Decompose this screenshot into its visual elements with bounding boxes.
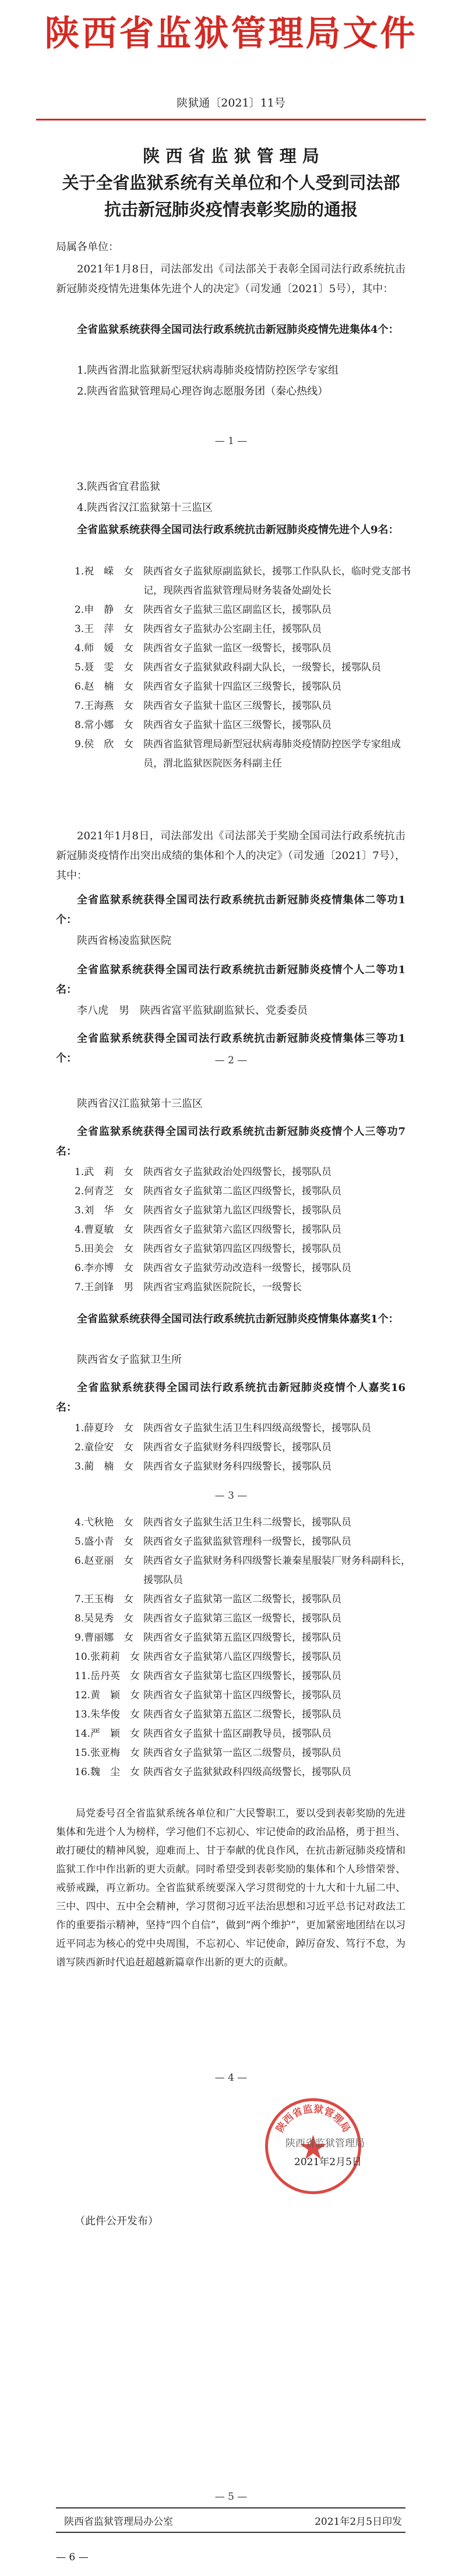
- person-name: 5.聂 雯 女: [75, 662, 134, 673]
- person-name: 9.侯 欣 女: [75, 739, 134, 750]
- commendation-list-part1: [56, 1419, 417, 1477]
- person-desc: 陕西省女子监狱财务科四级警长，援鄂队员: [143, 1442, 331, 1453]
- section-advanced-collectives-heading: 全省监狱系统获得全国司法行政系统抗击新冠肺炎疫情先进集体4个：: [77, 324, 399, 336]
- person-desc: 陕西省女子监狱办公室副主任，援鄂队员: [143, 623, 322, 635]
- person-desc: 陕西省女子监狱第九监区四级警长，援鄂队员: [143, 1205, 341, 1216]
- person-name: 3.刘 华 女: [75, 1205, 134, 1216]
- page-number: — 1 —: [214, 435, 248, 447]
- person-name: 14.严 颖 女: [75, 1728, 140, 1740]
- person-name: 11.岳丹英 女: [75, 1670, 140, 1682]
- person-desc: 陕西省女子监狱原副监狱长，援鄂工作队队长，临时党支部书记，现陕西省监狱管理局财务装备处副处长: [143, 566, 411, 597]
- title-line-3: 抗击新冠肺炎疫情表彰奖励的通报: [104, 200, 358, 219]
- page-number: — 2 —: [214, 1055, 248, 1066]
- person-name: 7.王玉梅 女: [75, 1594, 134, 1605]
- section-individual-commendation-heading: 全省监狱系统获得全国司法行政系统抗击新冠肺炎疫情个人嘉奖16名：: [56, 1382, 405, 1414]
- list-item: 陕西省汉江监狱第十三监区: [77, 1098, 203, 1110]
- person-name: 6.赵 楠 女: [75, 681, 134, 693]
- person-desc: 陕西省女子监狱第五监区四级警长，援鄂队员: [143, 1632, 341, 1644]
- footer-print-date: 2021年2月5日印发: [315, 2516, 402, 2528]
- person-desc: 陕西省女子监狱第六监区四级警长，援鄂队员: [143, 1224, 341, 1236]
- person-desc: 陕西省女子监狱三监区副监区长，援鄂队员: [143, 604, 331, 616]
- person-desc: 陕西省监狱管理局新型冠状病毒肺炎疫情防控医学专家组成员，渭北监狱医院医务科副主任: [143, 739, 401, 769]
- list-item: 2.陕西省监狱管理局心理咨询志愿服务团（秦心热线）: [77, 385, 329, 398]
- section-collective-second-merit-heading: 全省监狱系统获得全国司法行政系统抗击新冠肺炎疫情集体二等功1个：: [56, 894, 405, 926]
- person-desc: 陕西省女子监狱十监区三级警长，援鄂队员: [143, 700, 331, 712]
- person-name: 13.朱华俊 女: [75, 1709, 140, 1720]
- list-item: 3.陕西省宜君监狱: [77, 481, 161, 493]
- individuals-list: [56, 562, 417, 773]
- section-collective-third-merit-heading: 全省监狱系统获得全国司法行政系统抗击新冠肺炎疫情集体三等功1个：: [56, 1032, 405, 1065]
- person-desc: 陕西省女子监狱监狱管理科一级警长，援鄂队员: [143, 1536, 351, 1548]
- person-desc: 陕西省女子监狱劳动改造科一级警长，援鄂队员: [143, 1262, 351, 1274]
- person-name: 3.王 萍 女: [75, 623, 134, 635]
- public-release-note: （此件公开发布）: [75, 2215, 158, 2227]
- list-item: 陕西省女子监狱卫生所: [77, 1354, 182, 1366]
- person-desc: 陕西省女子监狱第五监区二级警长，援鄂队员: [143, 1709, 341, 1720]
- closing-paragraph: 局党委号召全省监狱系统各单位和广大民警职工，要以受到表彰奖励的先进集体和先进个人为榜样，学习他们不忘初心、牢记使命的政治品格，勇于担当、敢打硬仗的精神风貌，迎难而上、甘于奉献的优良作风，在抗击新冠肺炎疫情和监狱工作中作出新的更大贡献。同时希望受到表彰奖励的集体和个人珍惜荣誉、戒骄戒躁，再立新功。全省监狱系统要深入学习贯彻党的十九大和十九届二中、三中、四中、五中全会精神，学习贯彻习近平法治思想和习近平总书记对政法工作的重要指示精神，坚持“四个自信”，做到“两个维护”，更加紧密地团结在以习近平同志为核心的党中央周围，不忘初心、牢记使命，踔厉奋发、笃行不怠，为谱写陕西新时代追赶超越新篇章作出新的更大的贡献。: [56, 1808, 405, 1968]
- person-desc: 陕西省女子监狱十监区三级警长，援鄂队员: [143, 719, 331, 731]
- page-number: — 4 —: [214, 2072, 248, 2084]
- person-name: 2.童俭安 女: [75, 1442, 134, 1453]
- person-name: 4.曹夏敏 女: [75, 1224, 134, 1236]
- section-collective-commendation-heading: 全省监狱系统获得全国司法行政系统抗击新冠肺炎疫情集体嘉奖1个：: [77, 1313, 399, 1325]
- person-name: 7.王海燕 女: [75, 700, 134, 712]
- person-name: 6.赵亚丽 女: [75, 1555, 134, 1567]
- signature-org: 陕西省监狱管理局: [285, 2138, 365, 2149]
- person-desc: 陕西省女子监狱十四监区三级警长，援鄂队员: [143, 681, 341, 693]
- list-item: 4.陕西省汉江监狱第十三监区: [77, 502, 213, 514]
- person-desc: 陕西省女子监狱第一监区二级警员，援鄂队员: [143, 1747, 341, 1759]
- person-name: 7.王剑锋 男: [75, 1282, 134, 1293]
- page-number: — 6 —: [56, 2552, 89, 2563]
- person-name: 8.吴晃秀 女: [75, 1613, 134, 1624]
- person-name: 15.张亚梅 女: [75, 1747, 140, 1759]
- person-name: 4.师 媛 女: [75, 643, 134, 654]
- title-line-2: 关于全省监狱系统有关单位和个人受到司法部: [62, 173, 400, 193]
- person-desc: 陕西省女子监狱狱政科四级高级警长，援鄂队员: [143, 1766, 351, 1778]
- intro-paragraph-2: 2021年1月8日，司法部发出《司法部关于奖励全国司法行政系统抗击新冠肺炎疫情作出突出成绩的集体和个人的决定》（司发通〔2021〕7号），其中：: [56, 830, 405, 882]
- person-desc: 陕西省女子监狱第一监区二级警长，援鄂队员: [143, 1594, 341, 1605]
- person-desc: 陕西省宝鸡监狱医院院长，一级警长: [143, 1282, 302, 1293]
- person-desc: 陕西省女子监狱狱政科副大队长，一级警长，援鄂队员: [143, 662, 381, 673]
- intro-paragraph-1: 2021年1月8日，司法部发出《司法部关于表彰全国司法行政系统抗击新冠肺炎疫情先进集体先进个人的决定》（司发通〔2021〕5号），其中：: [56, 263, 405, 295]
- person-desc: 陕西省女子监狱第三监区一级警长，援鄂队员: [143, 1613, 341, 1624]
- salutation: 局属各单位：: [56, 241, 119, 253]
- person-name: 16.魏 尘 女: [75, 1766, 140, 1778]
- person-desc: 陕西省女子监狱第四监区四级警长，援鄂队员: [143, 1243, 341, 1255]
- seal-text: 陕西省监狱管理局: [274, 2103, 352, 2135]
- person-desc: 陕西省女子监狱财务科四级警长兼秦星服装厂财务科副科长，援鄂队员: [143, 1555, 411, 1586]
- title-line-1: 陕 西 省 监 狱 管 理 局: [143, 146, 319, 166]
- person-name: 1.祝 嵘 女: [75, 566, 134, 577]
- person-desc: 陕西省女子监狱第八监区四级警长，援鄂队员: [143, 1651, 341, 1663]
- person-desc: 陕西省女子监狱生活卫生科二级警长，援鄂队员: [143, 1517, 351, 1528]
- person-desc: 陕西省女子监狱第十监区四级警长，援鄂队员: [143, 1690, 341, 1701]
- list-item: 1.陕西省渭北监狱新型冠状病毒肺炎疫情防控医学专家组: [77, 364, 339, 377]
- person-name: 5.盛小青 女: [75, 1536, 134, 1548]
- footer-line-bottom: [56, 2532, 405, 2533]
- person-name: 1.薛夏玲 女: [75, 1422, 134, 1434]
- person-desc: 陕西省女子监狱生活卫生科四级高级警长，援鄂队员: [143, 1422, 371, 1434]
- commendation-list-part2: [56, 1513, 417, 1782]
- list-item: 陕西省杨凌监狱医院: [77, 935, 171, 947]
- footer-printing-info: [64, 2513, 402, 2528]
- section-individual-third-merit-heading: 全省监狱系统获得全国司法行政系统抗击新冠肺炎疫情个人三等功7名：: [56, 1126, 405, 1158]
- footer-line-top: [56, 2507, 405, 2508]
- person-desc: 陕西省女子监狱政治处四级警长，援鄂队员: [143, 1166, 331, 1178]
- person-desc: 陕西省女子监狱第七监区四级警长，援鄂队员: [143, 1670, 341, 1682]
- list-item: 李八虎 男 陕西省富平监狱副监狱长、党委委员: [77, 1005, 308, 1017]
- person-desc: 陕西省女子监狱第二监区四级警长，援鄂队员: [143, 1186, 341, 1197]
- section-advanced-individuals-heading: 全省监狱系统获得全国司法行政系统抗击新冠肺炎疫情先进个人9名：: [77, 524, 399, 536]
- person-desc: 陕西省女子监狱财务科四级警长，援鄂队员: [143, 1461, 331, 1472]
- red-separator-line: [36, 119, 426, 120]
- third-merit-list: [56, 1163, 417, 1297]
- person-name: 1.武 莉 女: [75, 1166, 134, 1178]
- page-number: — 5 —: [214, 2491, 248, 2503]
- person-name: 5.田美会 女: [75, 1243, 134, 1255]
- section-individual-second-merit-heading: 全省监狱系统获得全国司法行政系统抗击新冠肺炎疫情个人二等功1名：: [56, 964, 405, 996]
- signature-date: 2021年2月5日: [294, 2156, 362, 2168]
- document-number: 陕狱通〔2021〕11号: [177, 97, 285, 109]
- person-desc: 陕西省女子监狱一监区一级警长，援鄂队员: [143, 643, 331, 654]
- document-header-title: 陕西省监狱管理局文件: [44, 13, 418, 54]
- person-name: 4.弋秋艳 女: [75, 1517, 134, 1528]
- page-number: — 3 —: [214, 1490, 248, 1502]
- person-name: 12.黄 颖 女: [75, 1690, 140, 1701]
- person-name: 6.李亦博 女: [75, 1262, 134, 1274]
- person-desc: 陕西省女子监狱十监区副教导员，援鄂队员: [143, 1728, 331, 1740]
- person-name: 8.常小娜 女: [75, 719, 134, 731]
- person-name: 2.申 静 女: [75, 604, 134, 616]
- person-name: 10.张莉莉 女: [75, 1651, 140, 1663]
- person-name: 3.蔺 楠 女: [75, 1461, 134, 1472]
- person-name: 2.何青芝 女: [75, 1186, 134, 1197]
- person-name: 9.曹丽娜 女: [75, 1632, 134, 1644]
- footer-issuer: 陕西省监狱管理局办公室: [64, 2516, 173, 2528]
